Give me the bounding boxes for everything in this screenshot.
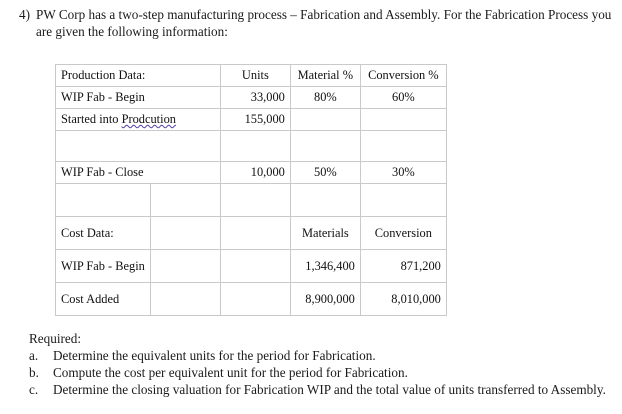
table-row-header bbox=[56, 65, 447, 87]
header-material-pct: Material % bbox=[290, 65, 360, 87]
cell-cost-added-conversion: 8,010,000 bbox=[360, 283, 446, 316]
list-item-text: Determine the closing valuation for Fabrication WIP and the total value of units transferred to Assembly. bbox=[53, 382, 606, 397]
row-label-cost-added: Cost Added bbox=[56, 283, 151, 316]
spacer-cell-units bbox=[220, 131, 290, 162]
spacer-cell-conversion bbox=[360, 131, 446, 162]
header-production-data: Production Data: bbox=[56, 65, 221, 87]
row-label-wip-fab-close: WIP Fab - Close bbox=[56, 162, 221, 184]
cell-cost-wip-begin-materials: 1,346,400 bbox=[290, 250, 360, 283]
misspelled-word: Prodcution bbox=[121, 112, 176, 126]
cell-wip-close-material: 50% bbox=[290, 162, 360, 184]
cost-added-blank-2 bbox=[150, 283, 220, 316]
required-list bbox=[29, 347, 619, 398]
cell-cost-wip-begin-conversion: 871,200 bbox=[360, 250, 446, 283]
cost-header-blank-3 bbox=[220, 217, 290, 250]
table-row bbox=[56, 283, 447, 316]
cost-wip-begin-blank-3 bbox=[220, 250, 290, 283]
question-number: 4) bbox=[19, 7, 30, 22]
row-label-started-into-production bbox=[56, 109, 221, 131]
list-item-text: Compute the cost per equivalent unit for the period for Fabrication. bbox=[53, 365, 408, 380]
question-block bbox=[0, 6, 612, 40]
list-item-marker: b. bbox=[29, 365, 39, 380]
table-row-blank bbox=[56, 184, 447, 217]
row-label-cost-wip-fab-begin: WIP Fab - Begin bbox=[56, 250, 151, 283]
blank-cell-1 bbox=[56, 184, 151, 217]
required-section bbox=[29, 330, 619, 398]
cell-wip-begin-units: 33,000 bbox=[220, 87, 290, 109]
blank-cell-4 bbox=[290, 184, 360, 217]
blank-cell-3 bbox=[220, 184, 290, 217]
production-cost-table-container bbox=[55, 64, 447, 316]
list-item bbox=[29, 381, 619, 398]
cell-wip-begin-material: 80% bbox=[290, 87, 360, 109]
table-row bbox=[56, 109, 447, 131]
required-title: Required: bbox=[29, 331, 82, 346]
header-materials: Materials bbox=[290, 217, 360, 250]
blank-cell-5 bbox=[360, 184, 446, 217]
table-row-spacer bbox=[56, 131, 447, 162]
cell-wip-begin-conversion: 60% bbox=[360, 87, 446, 109]
cell-started-conversion bbox=[360, 109, 446, 131]
list-item-marker: c. bbox=[29, 382, 39, 397]
header-units: Units bbox=[220, 65, 290, 87]
header-conversion-pct: Conversion % bbox=[360, 65, 446, 87]
cell-started-material bbox=[290, 109, 360, 131]
list-item bbox=[29, 364, 619, 381]
list-item-text: Determine the equivalent units for the period for Fabrication. bbox=[53, 348, 376, 363]
production-cost-table bbox=[55, 64, 447, 316]
blank-cell-2 bbox=[150, 184, 220, 217]
cell-started-units: 155,000 bbox=[220, 109, 290, 131]
cost-header-blank-2 bbox=[150, 217, 220, 250]
cost-added-blank-3 bbox=[220, 283, 290, 316]
spacer-cell-label bbox=[56, 131, 221, 162]
table-row bbox=[56, 87, 447, 109]
table-row bbox=[56, 162, 447, 184]
list-item-marker: a. bbox=[29, 348, 39, 363]
header-cost-data: Cost Data: bbox=[56, 217, 151, 250]
cost-wip-begin-blank-2 bbox=[150, 250, 220, 283]
list-item bbox=[29, 347, 619, 364]
table-row bbox=[56, 250, 447, 283]
cell-cost-added-materials: 8,900,000 bbox=[290, 283, 360, 316]
spacer-cell-material bbox=[290, 131, 360, 162]
header-conversion: Conversion bbox=[360, 217, 446, 250]
label-prefix-text: Started into bbox=[61, 112, 122, 126]
question-text: PW Corp has a two-step manufacturing process – Fabrication and Assembly. For the Fabrication Process you are given the following information: bbox=[36, 7, 612, 39]
cell-wip-close-units: 10,000 bbox=[220, 162, 290, 184]
cell-wip-close-conversion: 30% bbox=[360, 162, 446, 184]
row-label-wip-fab-begin: WIP Fab - Begin bbox=[56, 87, 221, 109]
table-row-cost-header bbox=[56, 217, 447, 250]
